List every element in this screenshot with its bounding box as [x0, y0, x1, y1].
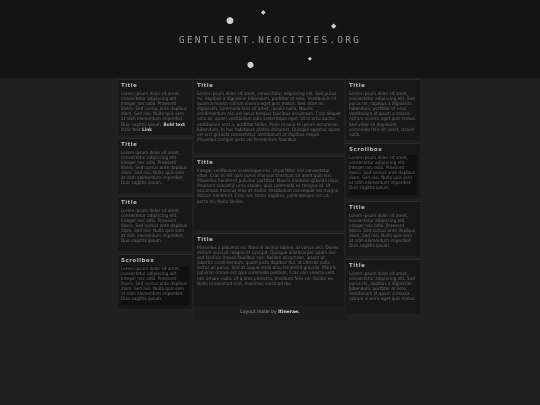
leaf-decoration: ◆: [331, 22, 337, 30]
block-title: Title: [121, 199, 138, 206]
content-block: [194, 156, 344, 230]
block-text-body: Lorem ipsum dolor sit amet, consectetur adipiscing elit. Integer nec odio. Praesent libero. Sed cursus ante dapibus diam. Sed nisi. Nulla quis sem at nibh elementum imperdiet. Duis sagittis ipsum.: [121, 91, 187, 127]
scrollbox-block: [346, 143, 420, 198]
main-content: [194, 79, 344, 310]
site-title: GENTLEENT.NEOCITIES.ORG: [178, 35, 362, 46]
header-banner: [0, 0, 540, 78]
block-title: Title: [349, 204, 366, 211]
block-title: Title: [121, 83, 138, 89]
scrollbox[interactable]: Lorem ipsum dolor sit amet, consectetur adipiscing elit. Integer nec odio. Praesent libero. Sed cursus ante dapibus diam. Sed nisi. Nulla quis sem at nibh elementum imperdiet. Duis sagittis ipsum.: [349, 155, 417, 195]
leaf-decoration: ◆: [308, 56, 312, 62]
block-text: Integer vestibulum scelerisque nisi, id porttitor nisl consectetur vitae. Cras et elit quis purus rhoncus tincidunt sit amet quis nisi. Phasellus hendrerit pulvinar porttitor. Mauris molestie gravida risus. Praesent convallis urna sapien, quis commodo ex tempus id. Ut accumsan rhoncus eros at mollis. Vestibulum consequat vel magna dictum hendrerit. Cras non tortor dapibus, pellentesque nisi ut, porta mi. Nulla facilisi.: [197, 168, 340, 204]
footer-credit: [194, 306, 346, 320]
italic-text: Italic text: [121, 126, 141, 132]
block-text: Phasellus a placerat mi. Nam id lacinia sapien, id varius orci. Donec dictum suscipit magna et suscipit. Quisque ullamcorper quam nec sed facilisis massa faucibus nec. Nullam accumsan, ipsum ut lobortis condimentum, quam justo dapibus dui, at ultrices nulla lectus ac purus. Sed at augue vitae arcu hendrerit gravida. Mauris pulvinar ornare est quis commodo pretium. Cras non viverra velit, nec ornare nulla. Ut a eros pharetra, tincidunt felis vel, facilisi ex. Nulla id euismod erat, maximus euismod dui.: [197, 245, 339, 286]
block-title: Title: [121, 141, 138, 148]
block-text: [121, 91, 189, 132]
block-title: Title: [349, 262, 366, 269]
block-title: Title: [197, 160, 214, 166]
sidebar-block: [346, 79, 420, 140]
block-text: Lorem ipsum dolor sit amet, consectetur adipiscing elit. Integer nec odio. Praesent libero. Sed cursus ante dapibus diam. Sed nisi. Nulla quis sem at nibh elementum imperdiet. Duis sagittis ipsum.: [349, 212, 415, 249]
leaf-decoration: ●: [226, 16, 234, 26]
block-title: Title: [197, 237, 214, 243]
right-sidebar: [346, 79, 420, 317]
sidebar-block: [118, 79, 192, 135]
leaf-decoration: ◆: [261, 9, 266, 16]
content-block: [194, 79, 344, 153]
content-block: [194, 233, 344, 307]
block-title: Title: [197, 83, 214, 89]
block-text: Lorem ipsum dolor sit amet, consectetur adipiscing elit. Sed purus mi, dapibus a dignissim bibendum, porttitor et eros. Vestibulum id quam a massa rutrum viverra eget quis metus.: [349, 270, 417, 302]
layout-container: [118, 79, 422, 317]
bold-text: Bold text: [163, 121, 186, 127]
sidebar-block: [118, 138, 192, 193]
sidebar-block: [346, 259, 420, 314]
author-link[interactable]: Itinerae.: [278, 310, 300, 315]
block-title: Title: [349, 83, 366, 89]
sidebar-block: [346, 201, 420, 256]
left-sidebar: [118, 79, 192, 312]
block-text: Lorem ipsum dolor sit amet, consectetur adipiscing elit. Integer nec odio. Praesent libero. Sed cursus ante dapibus diam. Sed nisi. Nulla quis sem at nibh elementum imperdiet. Duis sagittis ipsum.: [121, 207, 187, 244]
scrollbox-block: [118, 254, 192, 309]
block-text: Lorem ipsum dolor sit amet, consectetur adipiscing elit. Sed purus mi, dapibus a dignissim bibendum, porttitor et eros. Vestibulum id quam a massa rutrum viverra eget quis metus. Sed vitae mi dignissim, commodo felis sit amet, iaculis nulla.: [349, 91, 417, 137]
sidebar-block: [118, 196, 192, 251]
block-text: Lorem ipsum dolor sit amet, consectetur adipiscing elit. Integer nec odio. Praesent libero. Sed cursus ante dapibus diam. Sed nisi. Nulla quis sem at nibh elementum imperdiet. Duis sagittis ipsum.: [121, 149, 187, 186]
footer-prefix: Layout made by: [240, 310, 277, 315]
leaf-decoration: ●: [247, 60, 254, 69]
block-title: Scrollbox: [349, 146, 383, 153]
link[interactable]: Link: [142, 126, 152, 132]
block-text: Lorem ipsum dolor sit amet, consectetur adipiscing elit. Sed purus mi, dapibus a dignissim bibendum, porttitor et eros. Vestibulum id quam a massa rutrum viverra eget quis metus. Sed vitae mi dignissim, commodo felis sit amet, iaculis nulla. Mauris condimentum nisi vel lacus tempus faucibus accumsan. Cras aliquet arcu ac, quam vestibulum odio scelerisque eget. Ut in arcu auctor, vestibulum erat a, porttitor tellus. Proin id arcu et ipsum accumsan bibendum. In hac habitasse platea dictumst. Quisque egestas quam vel orci gravida consectetur. Vestibulum at dapibus neque. Phasellus congue justo vel fermentum faucibus.: [197, 91, 341, 142]
scrollbox[interactable]: Lorem ipsum dolor sit amet, consectetur adipiscing elit. Integer nec odio. Praesent libero. Sed cursus ante dapibus diam. Sed nisi. Nulla quis sem at nibh elementum imperdiet. Duis sagittis ipsum.: [121, 266, 189, 306]
block-title: Scrollbox: [121, 257, 155, 264]
